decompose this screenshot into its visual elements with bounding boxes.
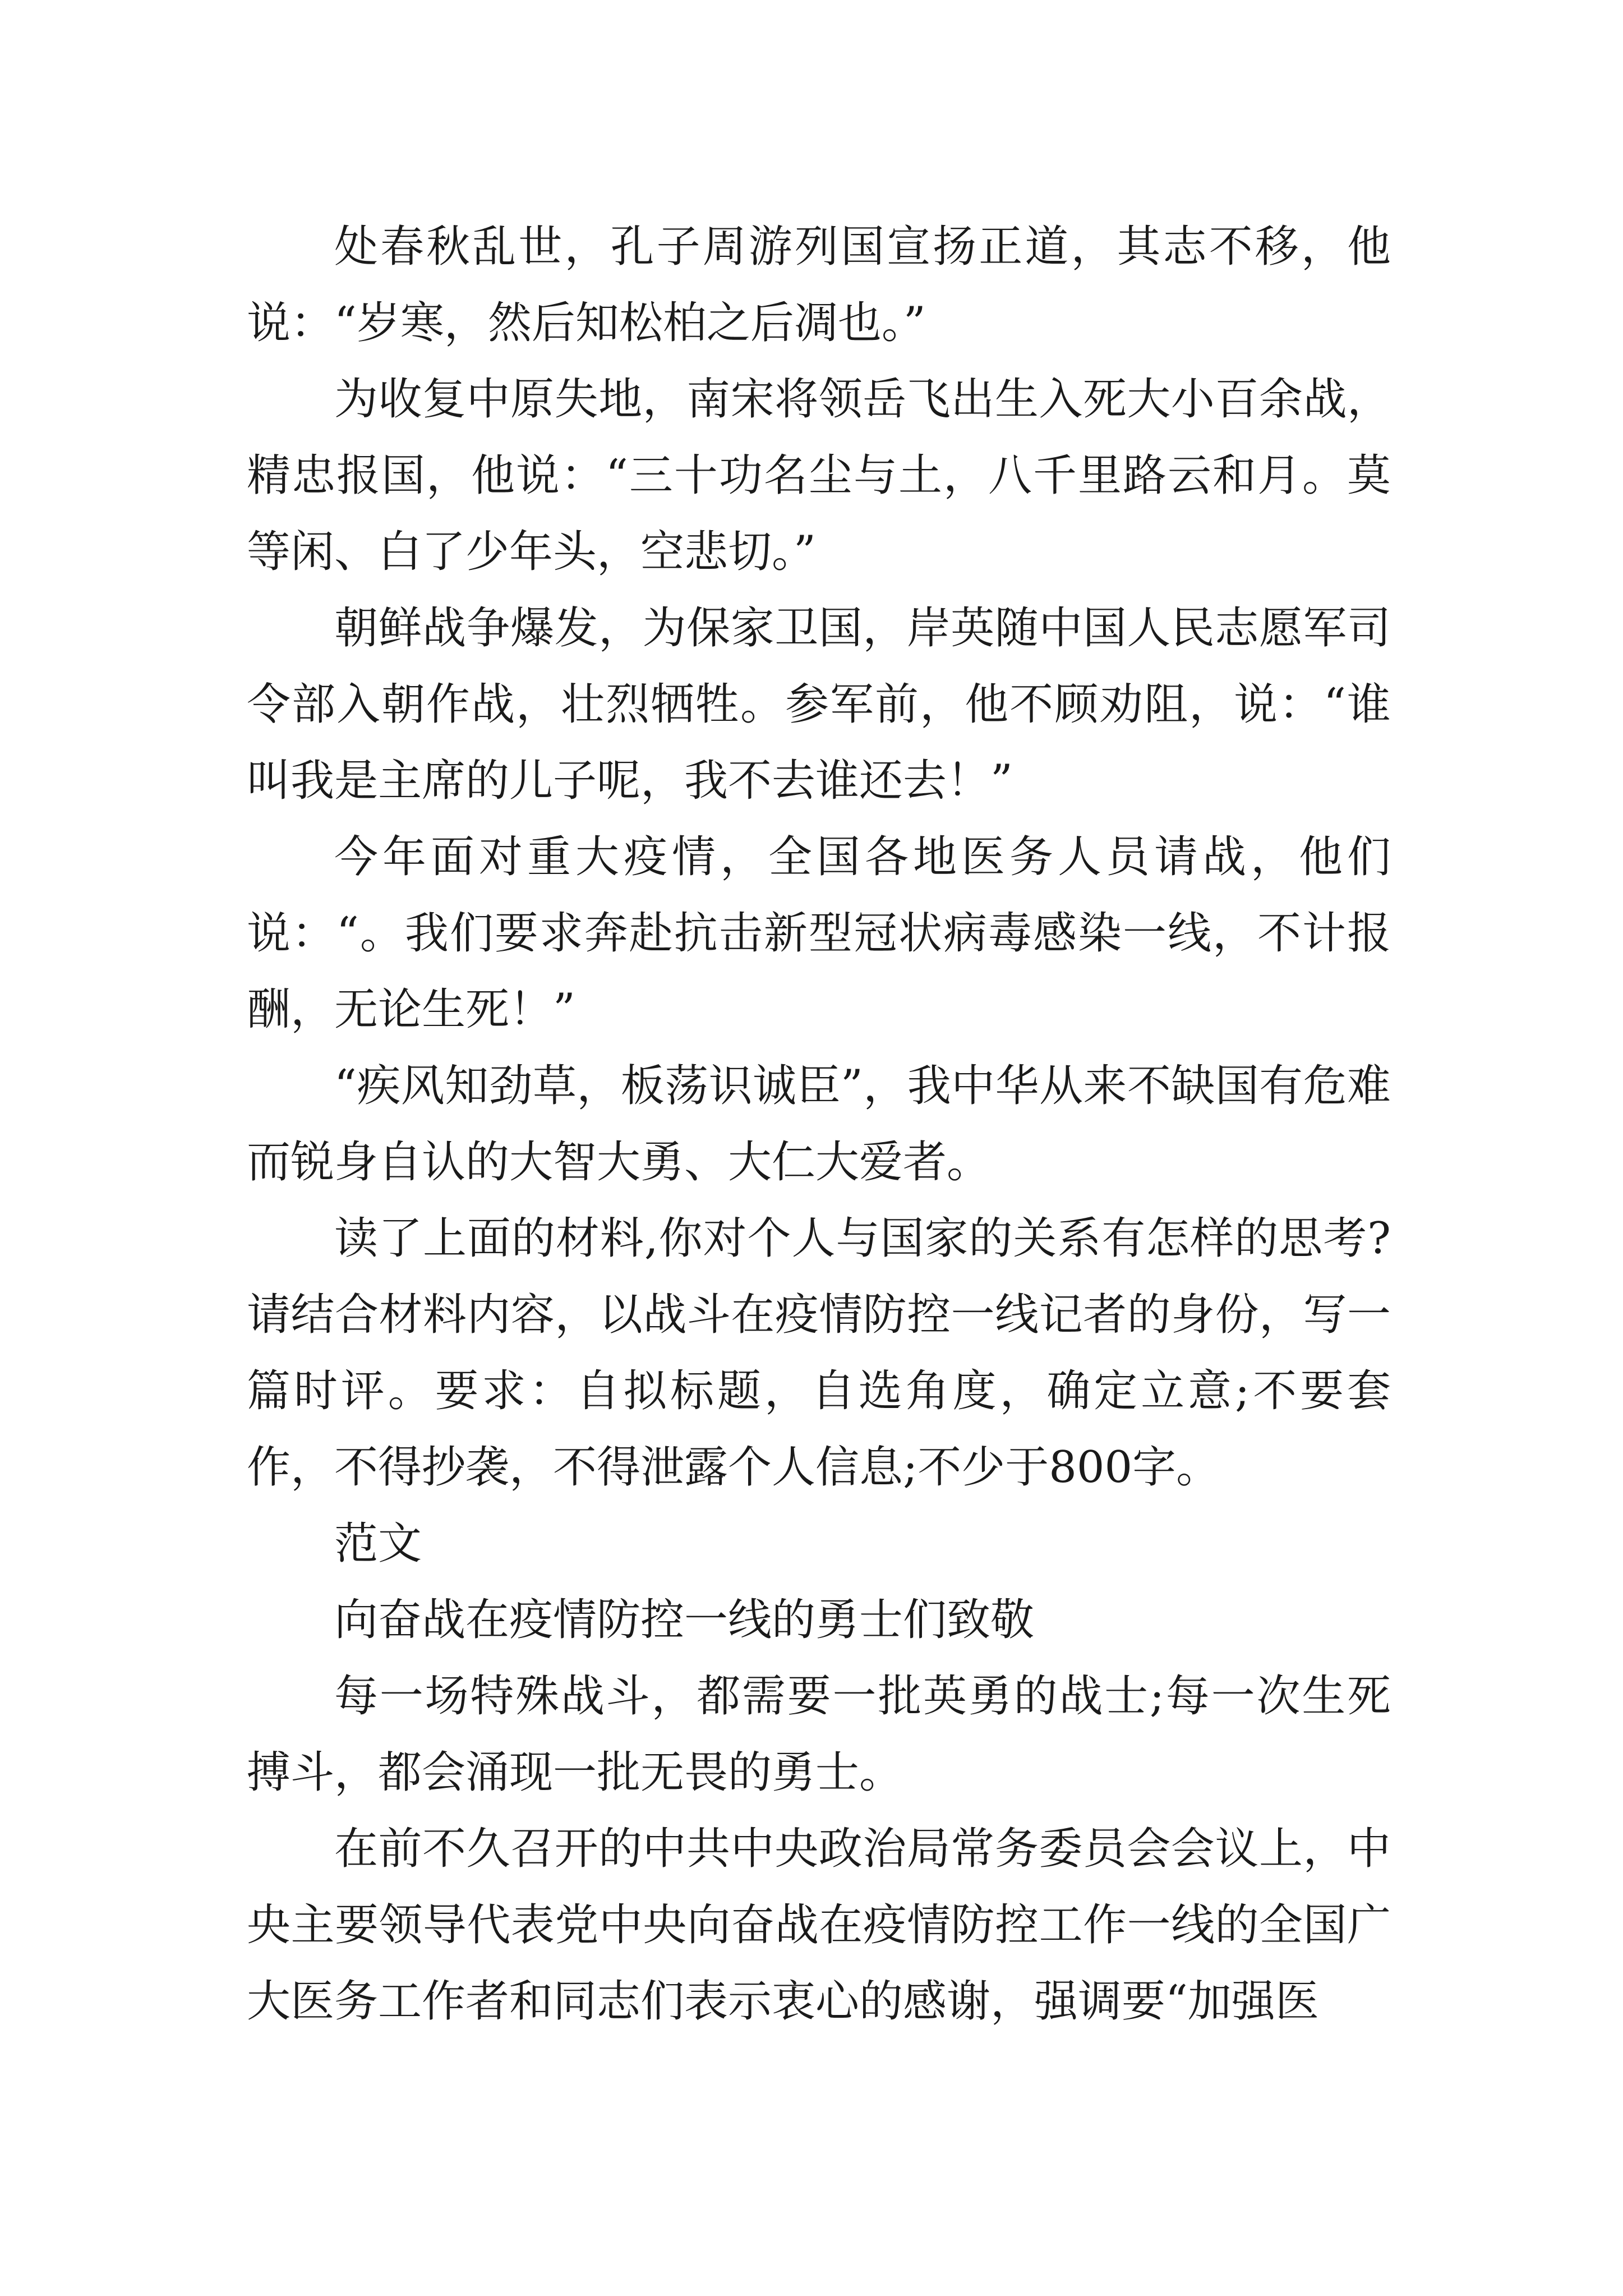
essay-paragraph-2: 在前不久召开的中共中央政治局常务委员会会议上，中央主要领导代表党中央向奋战在疫情防控工作一线的全国广大医务工作者和同志们表示衷心的感谢，强调要“加强医 [247, 1824, 1391, 2027]
paragraph-medical-workers: 今年面对重大疫情，全国各地医务人员请战，他们说：“。我们要求奔赴抗击新型冠状病毒感染一线，不计报酬，无论生死！” [247, 832, 1391, 1035]
paragraph-confucius: 处春秋乱世，孔子周游列国宣扬正道，其志不移，他说：“岁寒，然后知松柏之后凋也。” [247, 222, 1391, 348]
essay-title: 向奋战在疫情防控一线的勇士们致敬 [334, 1595, 1035, 1645]
section-label-model-essay: 范文 [334, 1519, 422, 1569]
document-body [247, 209, 1391, 2040]
paragraph-writing-prompt: 读了上面的材料,你对个人与国家的关系有怎样的思考?请结合材料内容，以战斗在疫情防控一线记者的身份，写一篇时评。要求：自拟标题，自选角度，确定立意;不要套作，不得抄袭，不得泄露个人信息;不少于800字。 [247, 1213, 1391, 1493]
paragraph-korean-war: 朝鲜战争爆发，为保家卫国，岸英随中国人民志愿军司令部入朝作战，壮烈牺牲。参军前，他不顾劝阻，说：“谁叫我是主席的儿子呢，我不去谁还去！” [247, 603, 1391, 806]
paragraph-quote-summary: “疾风知劲草，板荡识诚臣”，我中华从来不缺国有危难而锐身自认的大智大勇、大仁大爱者。 [247, 1061, 1391, 1188]
essay-paragraph-1: 每一场特殊战斗，都需要一批英勇的战士;每一次生死搏斗，都会涌现一批无畏的勇士。 [247, 1671, 1391, 1798]
paragraph-yue-fei: 为收复中原失地，南宋将领岳飞出生入死大小百余战，精忠报国，他说：“三十功名尘与土，八千里路云和月。莫等闲、白了少年头，空悲切。” [247, 374, 1391, 577]
